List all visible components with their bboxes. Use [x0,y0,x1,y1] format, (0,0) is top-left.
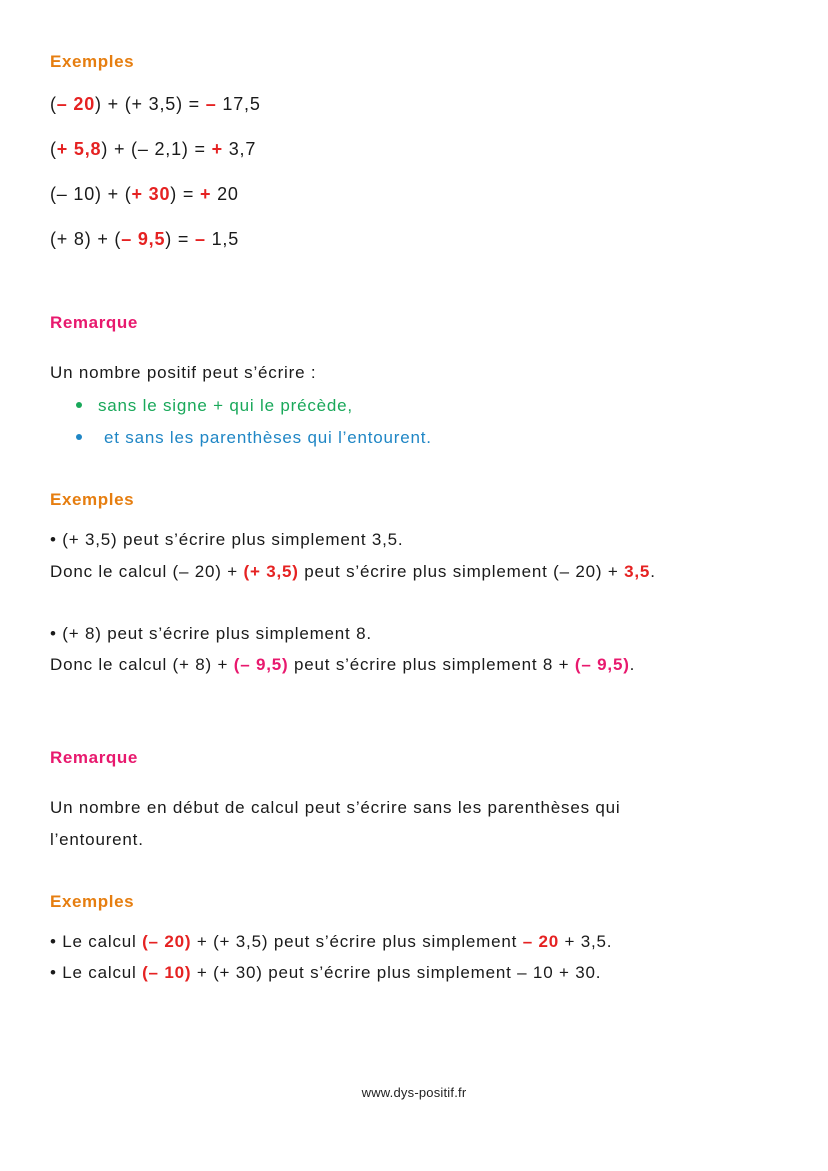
text-span: • Le calcul [50,963,143,982]
section2-line-2 [50,562,656,582]
eq2-sign: + [211,139,223,159]
text-span: . [629,655,636,674]
equation-1 [50,93,261,115]
eq3-part-b: + 30 [131,184,171,204]
eq3-result: 20 [211,184,239,204]
eq2-part-a: ( [50,139,57,159]
section2-line-3: • (+ 8) peut s’écrire plus simplement 8. [50,624,372,643]
equation-2 [50,138,256,160]
section3-line-1 [50,932,612,952]
highlight-span: (– 9,5) [233,655,289,674]
footer-url: www.dys-positif.fr [361,1085,467,1100]
remark1-bullet-1 [76,396,353,416]
section3-line-2 [50,963,601,983]
eq3-part-c: ) = [170,184,200,204]
highlight-span: (– 9,5) [574,655,630,674]
highlight-span: 3,5 [624,562,651,581]
equation-4 [50,228,239,250]
text-span: • Le calcul [50,932,143,951]
eq1-part-a: ( [50,94,57,114]
section1-heading: Exemples [50,52,135,71]
eq1-part-b: – 20 [56,94,96,114]
remark2-line-2: l’entourent. [50,830,144,849]
eq4-part-b: – 9,5 [121,229,166,249]
eq3-sign: + [199,184,212,204]
eq2-result: 3,7 [222,139,257,159]
bullet-dot-icon [76,434,82,440]
text-span: . [650,562,656,581]
eq4-result: 1,5 [205,229,240,249]
remark2-line-1: Un nombre en début de calcul peut s’écrire sans les parenthèses qui [50,798,621,817]
remark1-intro: Un nombre positif peut s’écrire : [50,363,317,382]
text-span: Donc le calcul (+ 8) + [50,655,234,674]
eq2-part-c: ) + (– 2,1) = [101,139,212,159]
remark1-bullet-2 [76,428,432,448]
remark1-bullet-1-text: sans le signe + qui le précède, [98,396,353,415]
eq4-sign: – [195,229,206,249]
remark2-heading: Remarque [50,748,138,767]
equation-3 [50,183,239,205]
eq3-part-a: (– 10) + ( [50,184,132,204]
highlight-span: (+ 3,5) [243,562,299,581]
eq2-part-b: + 5,8 [56,139,102,159]
text-span: peut s’écrire plus simplement 8 + [288,655,575,674]
eq1-sign: – [205,94,217,114]
section2-heading: Exemples [50,490,135,509]
eq1-part-c: ) + (+ 3,5) = [95,94,206,114]
remark1-bullet-2-text: et sans les parenthèses qui l’entourent. [104,428,432,447]
section2-line-1: • (+ 3,5) peut s’écrire plus simplement 3,5. [50,530,404,549]
text-span: + (+ 3,5) peut s’écrire plus simplement [191,932,523,951]
highlight-span: (– 20) [142,932,192,951]
highlight-span: (– 10) [142,963,192,982]
eq1-result: 17,5 [216,94,261,114]
section2-line-4 [50,655,635,675]
eq4-part-c: ) = [165,229,195,249]
section3-heading: Exemples [50,892,135,911]
text-span: + (+ 30) peut s’écrire plus simplement – 10 + 30. [191,963,602,982]
remark1-heading: Remarque [50,313,138,332]
bullet-dot-icon [76,402,82,408]
text-span: Donc le calcul (– 20) + [50,562,244,581]
text-span: peut s’écrire plus simplement (– 20) + [298,562,625,581]
highlight-span: – 20 [522,932,559,951]
eq4-part-a: (+ 8) + ( [50,229,122,249]
text-span: + 3,5. [558,932,613,951]
